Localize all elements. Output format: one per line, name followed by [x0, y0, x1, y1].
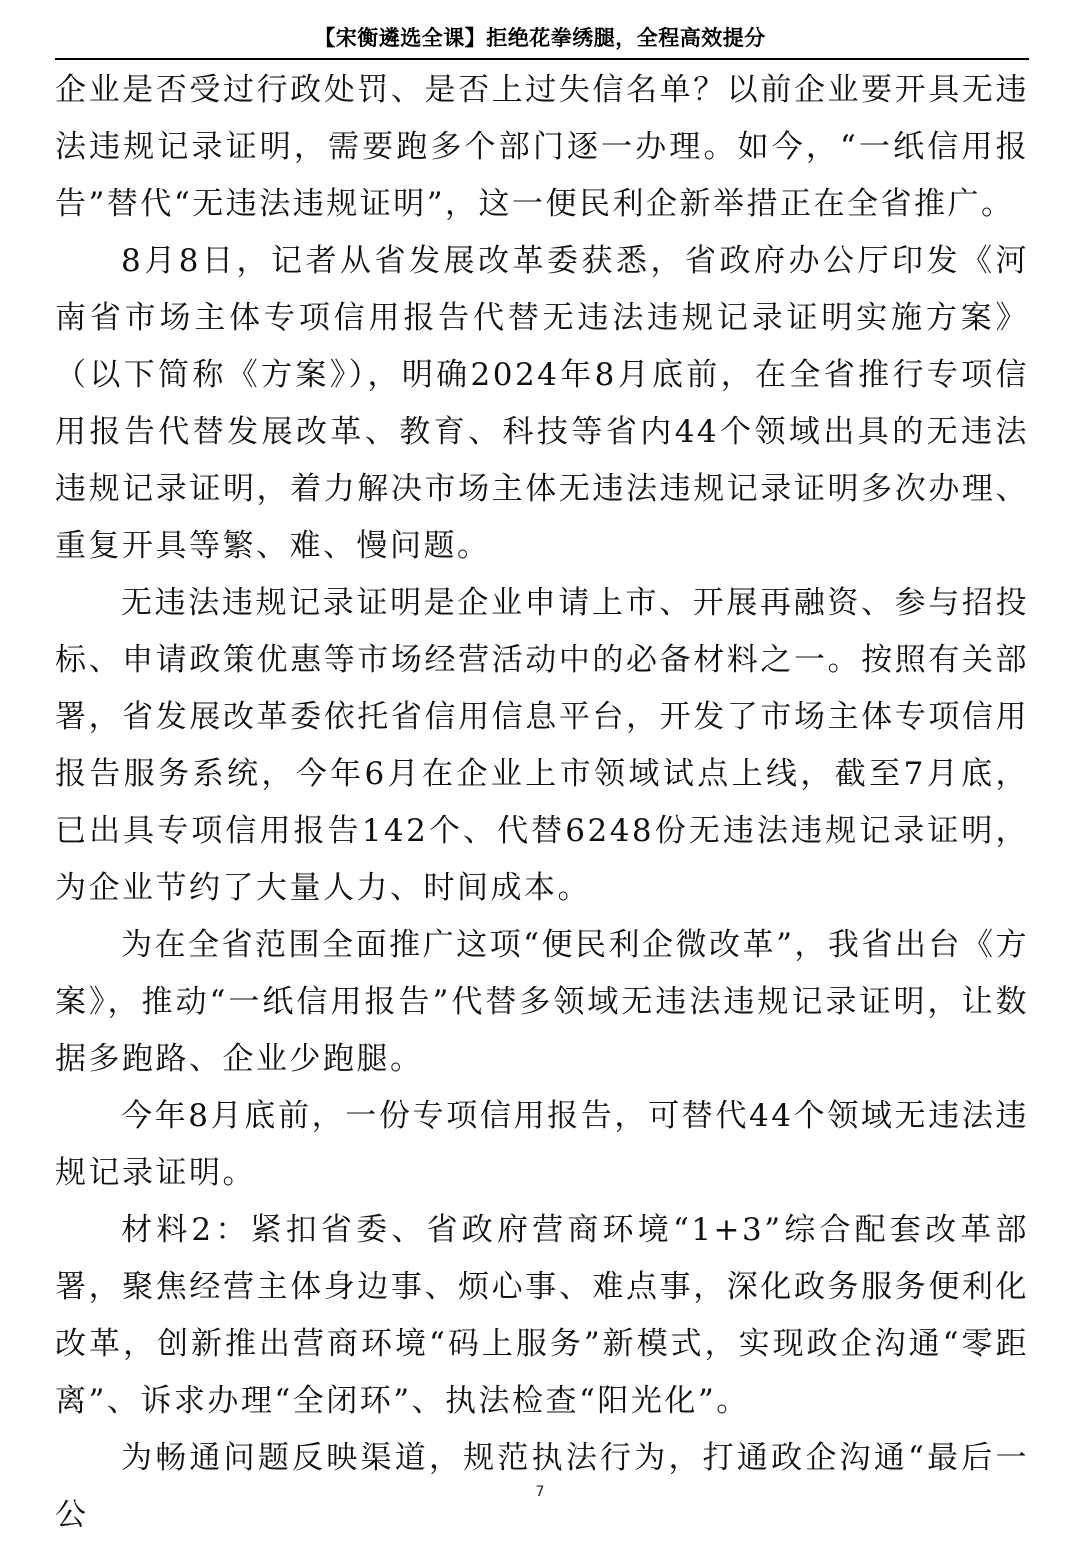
header-divider	[55, 58, 1029, 60]
paragraph-1: 企业是否受过行政处罚、是否上过失信名单？以前企业要开具无违法违规记录证明，需要跑多个部门逐一办理。如今，“一纸信用报告”替代“无违法违规证明”，这一便民利企新举措正在全省推广。	[55, 72, 1029, 222]
paragraph-3: 无违法违规记录证明是企业申请上市、开展再融资、参与招投标、申请政策优惠等市场经营活动中的必备材料之一。按照有关部署，省发展改革委依托省信用信息平台，开发了市场主体专项信用报告服务系统，今年6月在企业上市领域试点上线，截至7月底，已出具专项信用报告142个、代替6248份无违法违规记录证明，为企业节约了大量人力、时间成本。	[55, 585, 1029, 906]
page-header-title: 【宋衡遴选全课】拒绝花拳绣腿，全程高效提分	[314, 26, 766, 50]
paragraph-5: 今年8月底前，一份专项信用报告，可替代44个领域无违法违规记录证明。	[55, 1098, 1029, 1191]
paragraph-4: 为在全省范围全面推广这项“便民利企微改革”，我省出台《方案》，推动“一纸信用报告”代替多领域无违法违规记录证明，让数据多跑路、企业少跑腿。	[55, 927, 1029, 1077]
paragraph-6: 材料2：紧扣省委、省政府营商环境“1+3”综合配套改革部署，聚焦经营主体身边事、烦心事、难点事，深化政务服务便利化改革，创新推出营商环境“码上服务”新模式，实现政企沟通“零距离”、诉求办理“全闭环”、执法检查“阳光化”。	[55, 1212, 1029, 1419]
body-text	[55, 62, 1029, 1544]
paragraph-2: 8月8日，记者从省发展改革委获悉，省政府办公厅印发《河南省市场主体专项信用报告代替无违法违规记录证明实施方案》（以下简称《方案》），明确2024年8月底前，在全省推行专项信用报告代替发展改革、教育、科技等省内44个领域出具的无违法违规记录证明，着力解决市场主体无违法违规记录证明多次办理、重复开具等繁、难、慢问题。	[55, 243, 1029, 564]
page-number: 7	[535, 1484, 545, 1500]
paragraph-7: 为畅通问题反映渠道，规范执法行为，打通政企沟通“最后一公	[55, 1440, 1029, 1533]
